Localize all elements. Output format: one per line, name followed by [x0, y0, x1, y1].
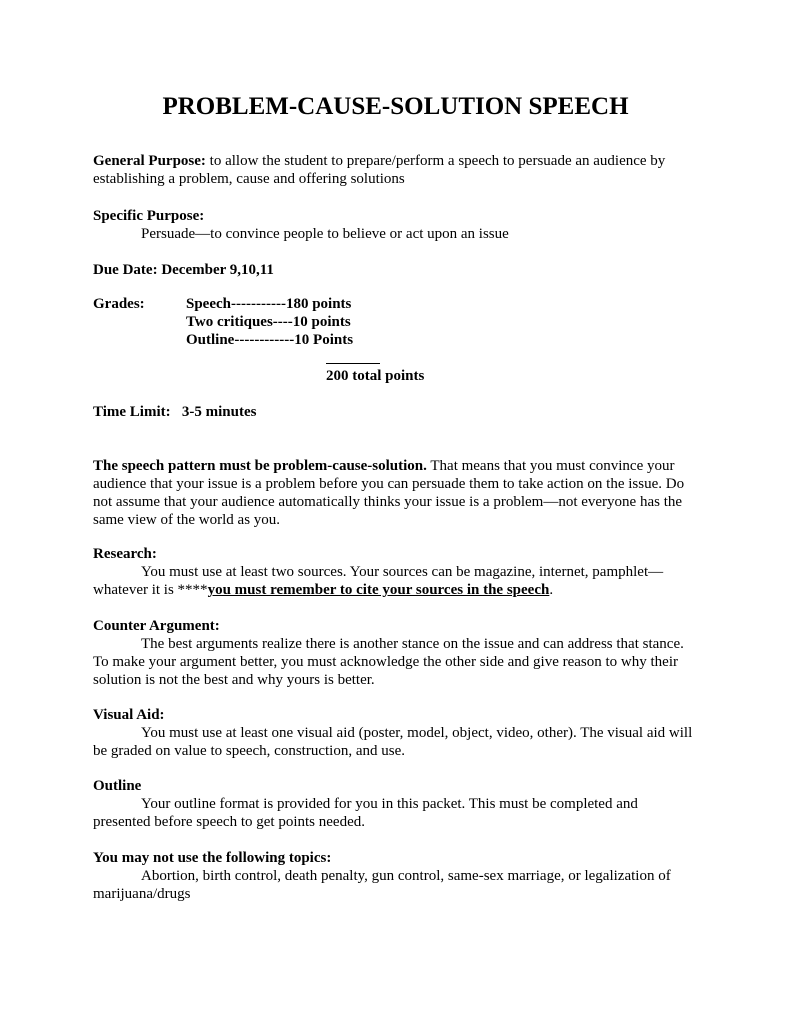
outline-label: Outline [93, 778, 142, 794]
research-label: Research: [93, 546, 157, 562]
research-paragraph [93, 563, 693, 599]
time-limit: Time Limit: 3-5 minutes [93, 404, 257, 420]
total-rule [326, 363, 380, 364]
grade-line-outline: Outline------------10 Points [186, 332, 354, 348]
counter-argument-text: The best arguments realize there is another stance on the issue and can address that stance. To make your argument better, you must acknowledge the other side and give reason to why their solution is not the best and why yours is better. [93, 636, 684, 688]
grade-line-speech: Speech-----------180 points [186, 296, 352, 312]
counter-argument-label: Counter Argument: [93, 618, 220, 634]
visual-aid-text: You must use at least one visual aid (poster, model, object, video, other). The visual aid will be graded on value to speech, construction, and use. [93, 725, 693, 759]
specific-purpose-label: Specific Purpose: [93, 208, 205, 224]
outline-text: Your outline format is provided for you in this packet. This must be completed and presented before speech to get points needed. [93, 796, 638, 830]
visual-aid-section [93, 706, 693, 760]
due-date: Due Date: December 9,10,11 [93, 262, 274, 278]
speech-pattern-lead: The speech pattern must be problem-cause-solution. [93, 458, 427, 474]
specific-purpose-text: Persuade—to convince people to believe or act upon an issue [141, 226, 509, 242]
grade-total: 200 total points [326, 368, 425, 384]
topics-section [93, 849, 693, 903]
speech-pattern-text: That means that you must convince your audience that your issue is a problem before you can persuade them to take action on the issue. Do not assume that your audience automatically thinks your issue is a problem—not everyone has the same view of the world as you. [93, 458, 685, 528]
research-section [93, 545, 693, 599]
general-purpose-label: General Purpose: [93, 153, 206, 169]
speech-pattern-section [93, 457, 693, 529]
counter-argument-section [93, 617, 693, 689]
topics-label: You may not use the following topics: [93, 850, 332, 866]
visual-aid-label: Visual Aid: [93, 707, 165, 723]
general-purpose-section [93, 152, 693, 188]
general-purpose-text: to allow the student to prepare/perform a speech to persuade an audience by establishing a problem, cause and offering solutions [93, 153, 666, 187]
specific-purpose-section [93, 207, 693, 243]
research-emphasis: you must remember to cite your sources in the speech [207, 582, 550, 598]
research-text: You must use at least two sources. Your sources can be magazine, internet, pamphlet—whatever it is **** [93, 564, 664, 598]
outline-section [93, 777, 693, 831]
grades-label: Grades: [93, 296, 145, 312]
page-title: PROBLEM-CAUSE-SOLUTION SPEECH [162, 93, 629, 120]
research-end: . [549, 582, 554, 598]
topics-text: Abortion, birth control, death penalty, gun control, same-sex marriage, or legalization of marijuana/drugs [93, 868, 671, 902]
grade-line-critiques: Two critiques----10 points [186, 314, 351, 330]
